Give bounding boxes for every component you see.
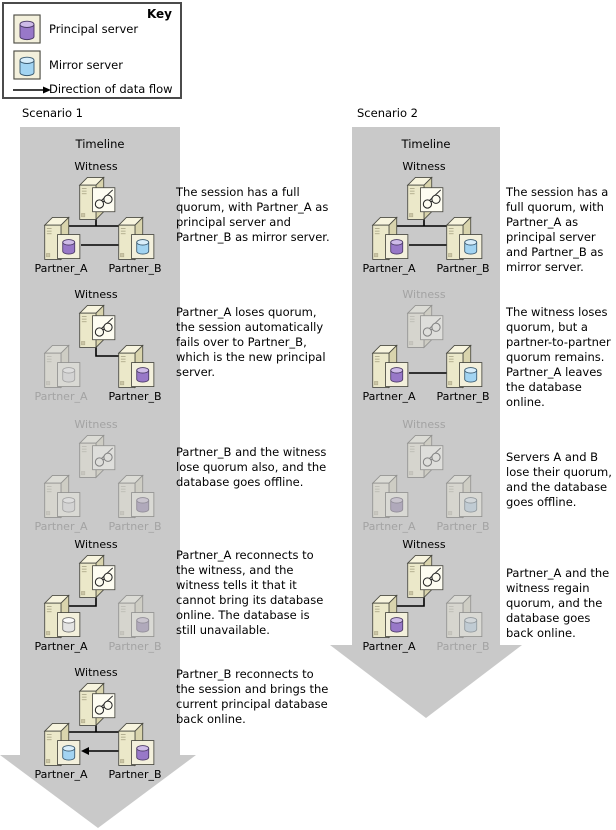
s2-note-2: The witness loses quorum, but a partner-to-partner quorum remains. Partner_A leaves the database online. (506, 305, 611, 409)
partner-b-label: Partner_B (436, 520, 490, 533)
partner-b-label: Partner_B (436, 390, 490, 403)
s2-note-4: Partner_A and the witness regain quorum, and the database goes back online. (506, 566, 610, 640)
s1-note-1: The session has a full quorum, with Partner_A as principal server and Partner_B as mirror server. (176, 185, 330, 244)
witness-server (36, 538, 156, 600)
scenario2-title: Scenario 2 (357, 106, 418, 120)
partner-a-server-icon (38, 214, 84, 262)
partner-a-server (20, 342, 102, 403)
witness-label: Witness (402, 538, 446, 551)
partner-a-server (348, 342, 430, 403)
partner-a-label: Partner_A (34, 390, 88, 403)
s1-note-2: Partner_A loses quorum, the session automatically fails over to Partner_B, which is the new principal server. (176, 305, 326, 379)
partner-b-server (94, 720, 176, 781)
witness-server (36, 288, 156, 350)
partner-a-server (20, 214, 102, 275)
s1-note-5: Partner_B reconnects to the session and brings the current principal database back online. (176, 667, 329, 726)
partner-b-server (94, 472, 176, 533)
partner-b-server-icon (112, 592, 158, 640)
witness-server (36, 418, 156, 480)
s1-stage-5 (20, 666, 180, 784)
partner-a-server (20, 592, 102, 653)
witness-server (364, 288, 484, 350)
witness-server (364, 418, 484, 480)
witness-label: Witness (402, 160, 446, 173)
partner-b-label: Partner_B (108, 768, 162, 781)
s1-note-3: Partner_B and the witness lose quorum also, and the database goes offline. (176, 445, 327, 489)
partner-a-server-icon (38, 720, 84, 768)
s2-stage-1 (348, 160, 508, 278)
partner-a-label: Partner_A (362, 520, 416, 533)
key-label-mirror: Mirror server (49, 58, 123, 72)
partner-b-label: Partner_B (108, 640, 162, 653)
witness-server (364, 538, 484, 600)
partner-b-server-icon (440, 592, 486, 640)
partner-a-label: Partner_A (34, 520, 88, 533)
partner-b-server (422, 592, 504, 653)
witness-server (36, 666, 156, 728)
witness-label: Witness (402, 288, 446, 301)
partner-a-server (348, 592, 430, 653)
partner-b-label: Partner_B (108, 520, 162, 533)
s1-stage-4 (20, 538, 180, 656)
partner-a-server (348, 472, 430, 533)
partner-a-label: Partner_A (34, 640, 88, 653)
partner-a-label: Partner_A (362, 390, 416, 403)
witness-label: Witness (74, 418, 118, 431)
s2-stage-4 (348, 538, 508, 656)
witness-server (36, 160, 156, 222)
partner-b-server (422, 214, 504, 275)
partner-b-server-icon (112, 472, 158, 520)
partner-a-server-icon (38, 472, 84, 520)
partner-a-server (20, 720, 102, 781)
witness-label: Witness (74, 160, 118, 173)
partner-b-server-icon (440, 342, 486, 390)
partner-a-server-icon (38, 342, 84, 390)
witness-label: Witness (74, 666, 118, 679)
partner-b-server (422, 472, 504, 533)
key-label-principal: Principal server (49, 22, 139, 36)
s2-stage-3 (348, 418, 508, 536)
principal-server-icon (13, 14, 41, 44)
s2-note-1: The session has a full quorum, with Partner_A as principal server and Partner_B as mirror server. (506, 185, 609, 274)
partner-a-label: Partner_A (34, 262, 88, 275)
partner-a-server-icon (366, 342, 412, 390)
partner-a-server-icon (38, 592, 84, 640)
s1-stage-1 (20, 160, 180, 278)
partner-a-server (348, 214, 430, 275)
partner-a-server-icon (366, 592, 412, 640)
partner-a-label: Partner_A (362, 262, 416, 275)
partner-b-label: Partner_B (108, 262, 162, 275)
witness-server (364, 160, 484, 222)
partner-b-server-icon (112, 214, 158, 262)
key-title: Key (146, 7, 172, 21)
s1-stage-2 (20, 288, 180, 406)
s2-stage-2 (348, 288, 508, 406)
partner-a-server-icon (366, 472, 412, 520)
partner-b-label: Partner_B (108, 390, 162, 403)
s1-stage-3 (20, 418, 180, 536)
partner-b-server (94, 342, 176, 403)
partner-b-server-icon (440, 472, 486, 520)
partner-b-server (94, 214, 176, 275)
scenario1-title: Scenario 1 (22, 106, 83, 120)
timeline-label-scenario2: Timeline (401, 137, 451, 151)
partner-b-server (422, 342, 504, 403)
partner-a-server (20, 472, 102, 533)
data-flow-arrow-icon (13, 85, 51, 95)
partner-b-server-icon (440, 214, 486, 262)
key-legend (2, 2, 182, 99)
witness-label: Witness (402, 418, 446, 431)
mirror-server-icon (13, 50, 41, 80)
partner-a-server-icon (366, 214, 412, 262)
key-label-dataflow: Direction of data flow (49, 82, 173, 96)
s2-note-3: Servers A and B lose their quorum, and the database goes offline. (506, 450, 612, 509)
partner-a-label: Partner_A (34, 768, 88, 781)
timeline-label-scenario1: Timeline (75, 137, 125, 151)
partner-b-server-icon (112, 720, 158, 768)
partner-a-label: Partner_A (362, 640, 416, 653)
partner-b-server (94, 592, 176, 653)
witness-label: Witness (74, 288, 118, 301)
partner-b-server-icon (112, 342, 158, 390)
s1-note-4: Partner_A reconnects to the witness, and the witness tells it that it cannot bring its database online. The database is still unavailable. (176, 548, 324, 637)
partner-b-label: Partner_B (436, 262, 490, 275)
witness-label: Witness (74, 538, 118, 551)
partner-b-label: Partner_B (436, 640, 490, 653)
